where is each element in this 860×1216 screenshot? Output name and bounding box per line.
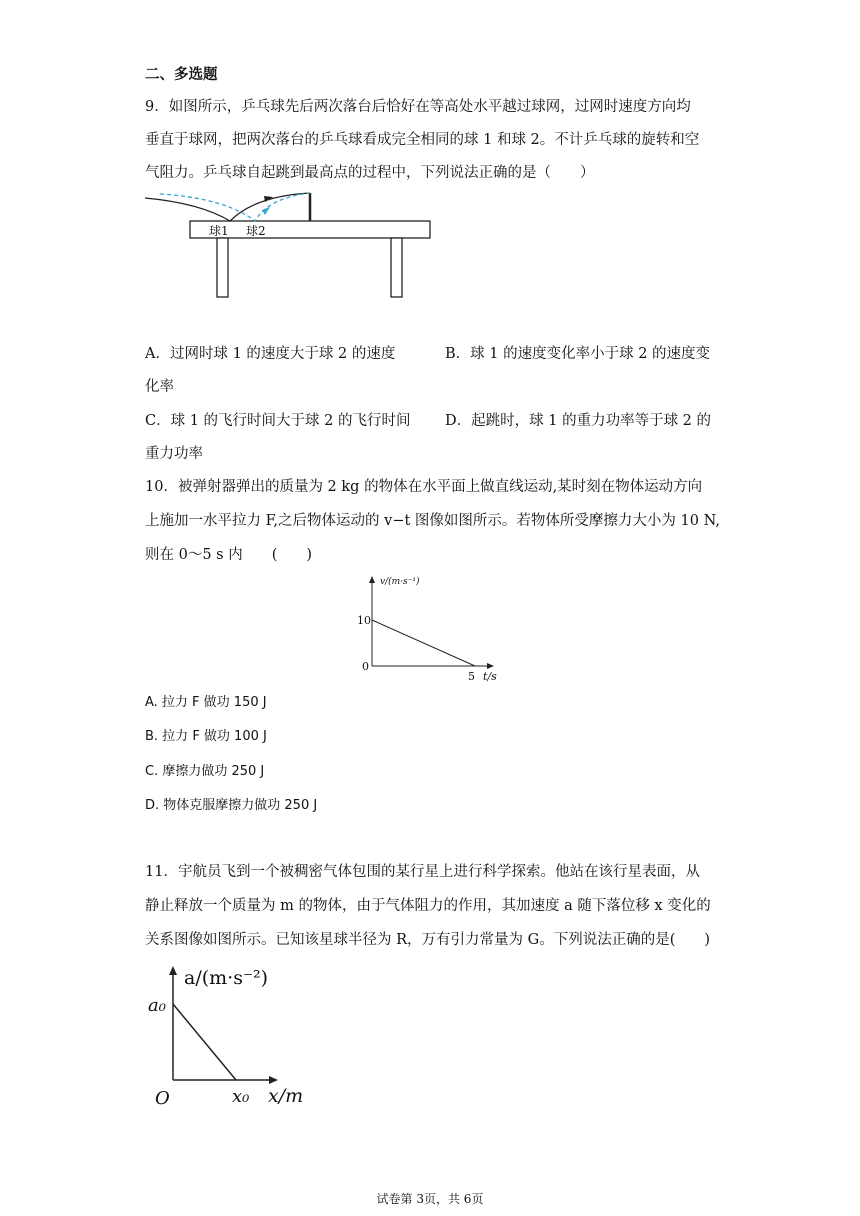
q10-line-2: 上施加一水平拉力 F,之后物体运动的 v−t 图像如图所示。若物体所受摩擦力大小为 10 N, xyxy=(145,513,720,529)
q11-x-tick: x₀ xyxy=(232,1086,250,1107)
table-leg-left xyxy=(217,238,228,297)
q10-option-d: D. 物体克服摩擦力做功 250 J xyxy=(145,798,318,813)
q9-option-a: A．过网时球 1 的速度大于球 2 的速度 xyxy=(145,346,396,362)
ball1-label: 球1 xyxy=(209,224,229,238)
q9-line-2: 垂直于球网，把两次落台的乒乓球看成完全相同的球 1 和球 2。不计乒乓球的旋转和空 xyxy=(145,132,700,148)
q9-option-c: C．球 1 的飞行时间大于球 2 的飞行时间 xyxy=(145,413,411,429)
q11-line-1: 11．宇航员飞到一个被稠密气体包围的某行星上进行科学探索。他站在该行星表面，从 xyxy=(145,864,700,880)
q9-line-3: 气阻力。乒乓球自起跳到最高点的过程中，下列说法正确的是（ ） xyxy=(145,165,595,181)
section-title: 二、多选题 xyxy=(145,66,218,83)
q10-line-1: 10．被弹射器弹出的质量为 2 kg 的物体在水平面上做直线运动,某时刻在物体运动方向 xyxy=(145,479,703,495)
q10-vt-graph xyxy=(340,572,520,684)
q11-x-axis-arrow xyxy=(269,1076,278,1084)
q10-x-axis-arrow xyxy=(487,663,494,669)
q11-line-3: 关系图像如图所示。已知该星球半径为 R，万有引力常量为 G。下列说法正确的是( ) xyxy=(145,932,711,948)
ball1-trajectory xyxy=(145,193,310,221)
q9-option-b-cont: 化率 xyxy=(145,379,174,395)
q10-y-label: v/(m·s⁻¹) xyxy=(380,577,420,587)
q11-data-line xyxy=(173,1004,236,1080)
q10-y-tick: 10 xyxy=(357,614,371,627)
q9-option-d: D．起跳时，球 1 的重力功率等于球 2 的 xyxy=(445,413,712,429)
page-footer: 试卷第 3页，共 6页 xyxy=(376,1192,484,1206)
q10-origin: 0 xyxy=(362,660,369,673)
q11-y-axis-arrow xyxy=(169,966,177,975)
q10-option-a: A. 拉力 F 做功 150 J xyxy=(145,695,267,710)
q10-x-label: t/s xyxy=(483,670,497,683)
q11-y-tick: a₀ xyxy=(148,995,166,1016)
ball2-label: 球2 xyxy=(246,224,266,238)
q9-table-figure xyxy=(140,188,440,303)
q9-option-b: B．球 1 的速度变化率小于球 2 的速度变 xyxy=(445,346,711,362)
q10-line-3: 则在 0～5 s 内 ( ) xyxy=(145,547,313,563)
q10-x-tick: 5 xyxy=(468,670,475,683)
q11-line-2: 静止释放一个质量为 m 的物体，由于气体阻力的作用，其加速度 a 随下落位移 x 变化的 xyxy=(145,898,711,914)
table-leg-right xyxy=(391,238,402,297)
ball2-arrow xyxy=(262,207,270,215)
q10-option-c: C. 摩擦力做功 250 J xyxy=(145,764,265,779)
q11-x-label: x/m xyxy=(268,1085,304,1107)
q9-option-d-cont: 重力功率 xyxy=(145,446,203,462)
q11-origin: O xyxy=(155,1088,170,1109)
q9-line-1: 9．如图所示，乒乓球先后两次落台后恰好在等高处水平越过球网，过网时速度方向均 xyxy=(145,99,691,115)
q10-y-axis-arrow xyxy=(369,576,375,583)
q11-ax-graph xyxy=(148,960,318,1110)
q10-option-b: B. 拉力 F 做功 100 J xyxy=(145,729,267,744)
q11-y-label: a/(m·s⁻²) xyxy=(184,967,269,989)
q10-data-line xyxy=(372,620,475,666)
